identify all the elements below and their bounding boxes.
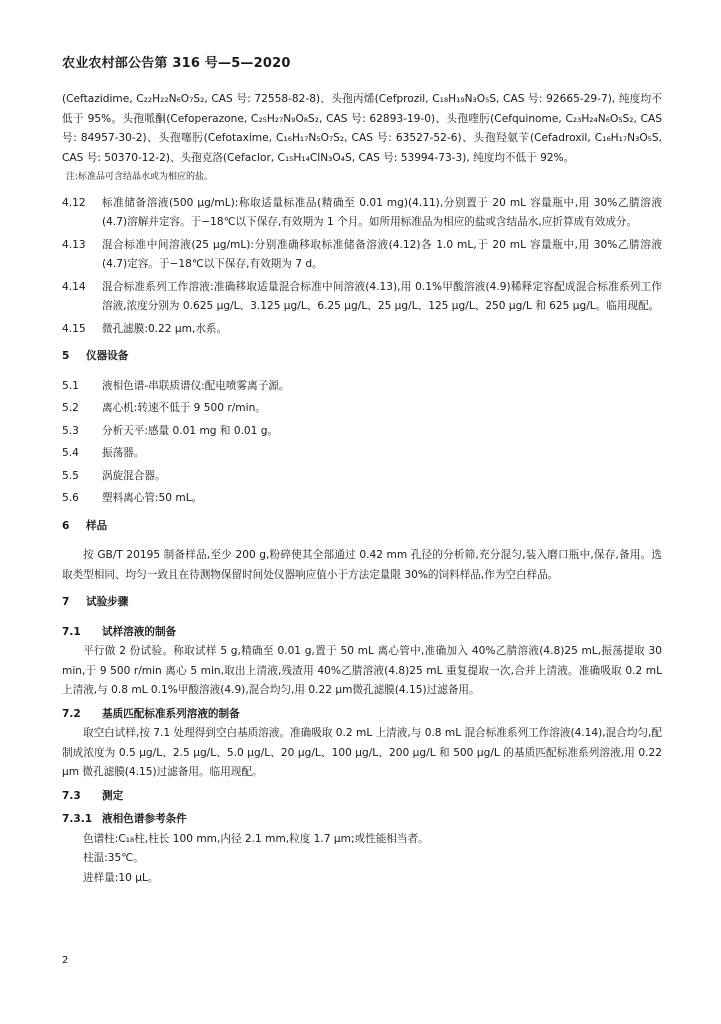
instrument-item xyxy=(62,489,662,509)
clause-number: 4.15 xyxy=(62,322,86,335)
page-content xyxy=(62,90,662,888)
page-header: 农业农村部公告第 316 号—5—2020 xyxy=(62,56,291,71)
page-number: 2 xyxy=(62,955,69,966)
section-title: 仪器设备 xyxy=(86,350,129,362)
subsection-number: 7.2 xyxy=(62,707,81,720)
reagent-4-15 xyxy=(62,320,662,340)
clause-text: 振荡器。 xyxy=(102,447,145,459)
clause-text: 混合标准系列工作溶液:准确移取适量混合标准中间溶液(4.13),用 0.1%甲酸溶液(4.9)稀释定容配成混合标准系列工作溶液,浓度分别为 0.625 μg/L、3.125 μg/L、6.25 μg/L、25 μg/L、125 μg/L、250 μg/L 和 625 μg/L。临用现配。 xyxy=(102,280,662,312)
clause-text: 标准储备溶液(500 μg/mL):称取适量标准品(精确至 0.01 mg)(4.11),分别置于 20 mL 容量瓶中,用 30%乙腈溶液(4.7)溶解并定容。于−18℃以下保存,有效期为 1 个月。如所用标准品为相应的盐或含结晶水,应折算成有效成分。 xyxy=(102,196,662,228)
clause-text: 液相色谱-串联质谱仪:配电喷雾离子源。 xyxy=(102,379,290,392)
subsection-title: 试样溶液的制备 xyxy=(102,625,177,638)
subsection-7-1-heading xyxy=(62,623,662,643)
subsection-title: 测定 xyxy=(102,789,124,802)
lc-condition-injection: 进样量:10 μL。 xyxy=(83,871,159,884)
clause-number: 5.1 xyxy=(62,379,79,392)
subsection-7-3-heading xyxy=(62,787,662,807)
reagent-4-13 xyxy=(62,236,662,275)
clause-number: 4.12 xyxy=(62,196,86,209)
section-5-heading xyxy=(62,347,662,367)
subsection-7-1-text: 平行做 2 份试验。称取试样 5 g,精确至 0.01 g,置于 50 mL 离心管中,准确加入 40%乙腈溶液(4.8)25 mL,振荡提取 30 min,于 9 500 r/min 离心 5 min,取出上清液,残渣用 40%乙腈溶液(4.8)25 mL 重复提取一次,合并上清液。准确吸取 0.2 mL 上清液,与 0.8 mL 0.1%甲酸溶液(4.9),混合均匀,用 0.22 μm微孔滤膜(4.15)过滤备用。 xyxy=(62,645,662,696)
section-number: 6 xyxy=(62,519,70,532)
subsection-number: 7.3.1 xyxy=(62,813,93,825)
clause-text: 混合标准中间溶液(25 μg/mL):分别准确移取标准储备溶液(4.12)各 1.0 mL,于 20 mL 容量瓶中,用 30%乙腈溶液(4.7)定容。于−18℃以下保存,有效期为 7 d。 xyxy=(102,238,662,270)
clause-text: 微孔滤膜:0.22 μm,水系。 xyxy=(102,322,228,335)
clause-text: 离心机:转速不低于 9 500 r/min。 xyxy=(102,402,266,414)
clause-number: 5.4 xyxy=(62,447,79,459)
subsection-title: 基质匹配标准系列溶液的制备 xyxy=(102,707,240,720)
lc-condition-column: 色谱柱:C₁₈柱,柱长 100 mm,内径 2.1 mm,粒度 1.7 μm;或性能相当者。 xyxy=(83,832,429,845)
subsection-7-3-1-heading xyxy=(62,810,662,830)
subsection-title: 液相色谱参考条件 xyxy=(102,813,187,825)
section-6-heading xyxy=(62,517,662,537)
subsection-7-2-text: 取空白试样,按 7.1 处理得到空白基质溶液。准确吸取 0.2 mL 上清液,与 0.8 mL 混合标准系列工作溶液(4.14),混合均匀,配制成浓度为 0.5 μg/L、2.5 μg/L、5.0 μg/L、20 μg/L、100 μg/L、200 μg/L 和 500 μg/L 的基质匹配标准系列溶液,用 0.22 μm 微孔滤膜(4.15)过滤备用。临用现配。 xyxy=(62,727,662,778)
instrument-item xyxy=(62,444,662,464)
clause-text: 涡旋混合器。 xyxy=(102,469,166,482)
clause-text: 塑料离心管:50 mL。 xyxy=(102,492,203,504)
clause-text: 分析天平:感量 0.01 mg 和 0.01 g。 xyxy=(102,424,279,437)
lc-condition-temperature: 柱温:35℃。 xyxy=(83,852,144,864)
clause-number: 5.2 xyxy=(62,402,79,414)
subsection-number: 7.1 xyxy=(62,625,81,638)
reagent-4-12 xyxy=(62,194,662,233)
sample-paragraph: 按 GB/T 20195 制备样品,至少 200 g,粉碎使其全部通过 0.42 mm 孔径的分析筛,充分混匀,装入磨口瓶中,保存,备用。选取类型相同、均匀一致且在待测物保留时间处仪器响应值小于方法定量限 30%的饲料样品,作为空白样品。 xyxy=(62,549,662,581)
section-number: 5 xyxy=(62,350,70,362)
section-number: 7 xyxy=(62,596,70,608)
subsection-number: 7.3 xyxy=(62,789,81,802)
reagent-4-14 xyxy=(62,278,662,317)
section-title: 样品 xyxy=(86,519,108,532)
instrument-item xyxy=(62,422,662,442)
intro-paragraph: (Ceftazidime, C₂₂H₂₂N₆O₇S₂, CAS 号: 72558-82-8)、头孢丙烯(Cefprozil, C₁₈H₁₉N₃O₅S, CAS 号: 92665-29-7), 纯度均不低于 95%。头孢哌酮(Cefoperazone, C₂₅H₂₇N₉O₈S₂, CAS 号: 62893-19-0)、头孢喹肟(Cefquinome, C₂₃H₂₄N₆O₅S₂, CAS 号: 84957-30-2)、头孢噻肟(Cefotaxime, C₁₆H₁₇N₅O₇S₂, CAS 号: 63527-52-6)、头孢羟氨苄(Cefadroxil, C₁₆H₁₇N₃O₅S, CAS 号: 50370-12-2)、头孢克洛(Cefaclor, C₁₅H₁₄ClN₃O₄S, CAS 号: 53994-73-3), 纯度均不低于 92%。 xyxy=(62,93,662,164)
instrument-item xyxy=(62,377,662,397)
section-title: 试验步骤 xyxy=(86,596,129,608)
section-7-heading xyxy=(62,593,662,613)
intro-note: 注:标准品可含结晶水或为相应的盐。 xyxy=(66,172,214,182)
instrument-item xyxy=(62,399,662,419)
clause-number: 5.3 xyxy=(62,424,79,437)
clause-number: 4.13 xyxy=(62,238,86,251)
clause-number: 5.5 xyxy=(62,469,79,482)
clause-number: 4.14 xyxy=(62,280,86,293)
clause-number: 5.6 xyxy=(62,492,79,504)
instrument-item xyxy=(62,467,662,487)
subsection-7-2-heading xyxy=(62,705,662,725)
